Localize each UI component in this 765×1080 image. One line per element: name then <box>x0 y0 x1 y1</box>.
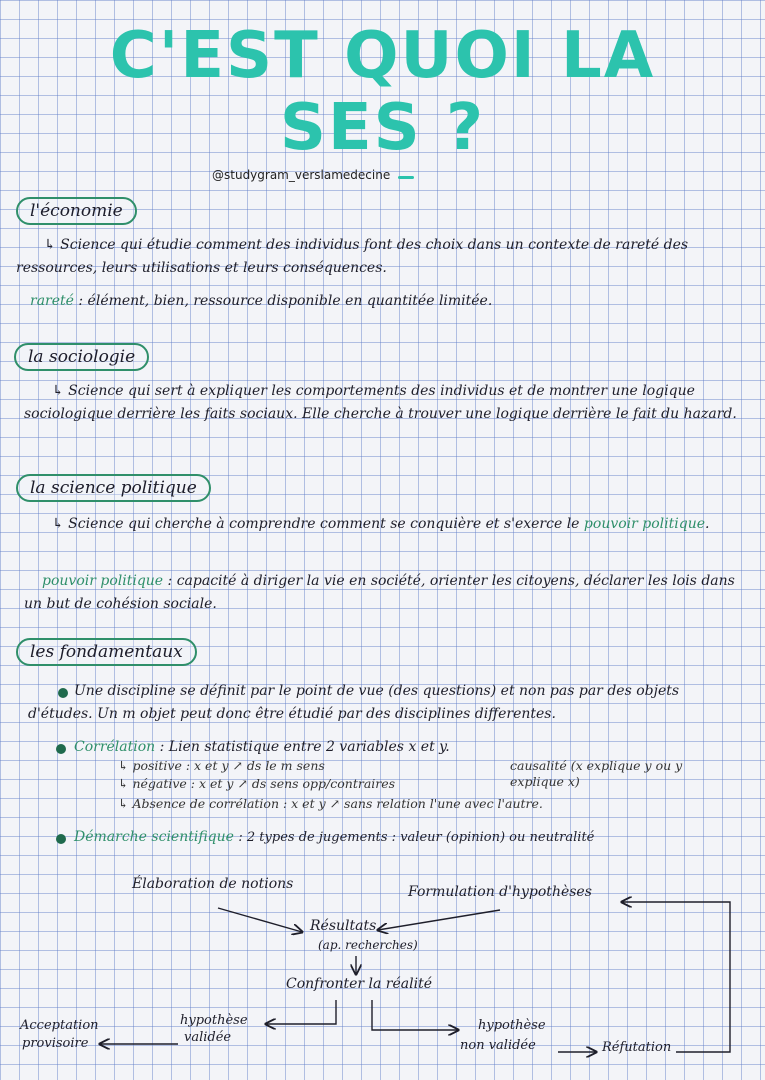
heading-economie: l'économie <box>16 197 137 225</box>
arrow-confronter-validee <box>266 1000 336 1024</box>
diagram-refutation: Réfutation <box>602 1040 672 1055</box>
term-rarete: rareté <box>30 293 74 309</box>
page-title-line1: C'EST QUOI LA <box>109 19 656 93</box>
diagram-elaboration: Élaboration de notions <box>132 876 294 892</box>
heading-fondamentaux: les fondamentaux <box>16 638 197 666</box>
sociologie-definition: ↳ Science qui sert à expliquer les comportements des individus et de montrer une logique sociologique derrière les faits sociaux. Elle cherche à trouver une logique derrière le fait du hazard. <box>24 383 737 422</box>
diagram-formulation: Formulation d'hypothèses <box>408 884 592 900</box>
fondamentaux-point1: Une discipline se définit par le point de vue (des questions) et non pas par des objets d'études. Un m objet peut donc être étudié par des disciplines differentes. <box>28 683 680 722</box>
diagram-resultats-sub: (ap. recherches) <box>318 938 418 952</box>
science-politique-definition: ↳ Science qui cherche à comprendre comment se conquière et s'exerce le pouvoir politique. <box>52 516 710 532</box>
diagram-acceptation-1: Acceptation <box>20 1018 99 1033</box>
arrow-confronter-non-validee <box>372 1000 458 1030</box>
arrow-formulation-resultats <box>378 910 500 930</box>
correlation-negative: ↳ négative : x et y ↗ ds sens opp/contraires <box>118 776 396 791</box>
author-handle: @studygram_verslamedecine <box>212 168 391 182</box>
page-title-line2: SES ? <box>279 91 486 165</box>
term-demarche-scientifique: Démarche scientifique <box>74 829 234 845</box>
diagram-acceptation-2: provisoire <box>22 1036 89 1051</box>
diagram-resultats: Résultats <box>310 918 377 934</box>
correlation-positive: ↳ positive : x et y ↗ ds le m sens <box>118 758 325 773</box>
economie-definition: ↳ Science qui étudie comment des individus font des choix dans un contexte de rareté des ressources, leurs utilisations et leurs conséquences. <box>16 237 689 276</box>
arrow-elaboration-resultats <box>218 908 302 932</box>
science-politique-definition-text: ↳ Science qui cherche à comprendre comment se conquière et s'exerce le <box>52 516 580 532</box>
science-politique-definition-term: pouvoir politique <box>583 516 705 532</box>
demarche-definition: : 2 types de jugements : valeur (opinion) ou neutralité <box>238 830 595 845</box>
correlation-definition: : Lien statistique entre 2 variables x et y. <box>159 739 450 755</box>
diagram-hyp-non-2: non validée <box>460 1038 536 1053</box>
correlation-absence: ↳ Absence de corrélation : x et y ↗ sans relation l'une avec l'autre. <box>118 796 543 811</box>
diagram-hyp-validee-1: hypothèse <box>180 1013 248 1028</box>
term-rarete-definition: : élément, bien, ressource disponible en quantitée limitée. <box>78 293 493 309</box>
heading-science-politique: la science politique <box>16 474 211 502</box>
heading-sociologie: la sociologie <box>14 343 149 371</box>
causalite-note: causalité (x explique y ou y explique x) <box>510 758 683 789</box>
diagram-confronter: Confronter la réalité <box>286 976 432 992</box>
diagram-hyp-validee-2: validée <box>184 1030 232 1045</box>
term-correlation: Corrélation <box>74 739 156 755</box>
arrow-refutation-formulation <box>622 902 730 1052</box>
diagram-hyp-non-1: hypothèse <box>478 1018 546 1033</box>
term-pouvoir-politique: pouvoir politique <box>42 573 164 589</box>
term-pouvoir-politique-definition: : capacité à diriger la vie en société, orienter les citoyens, déclarer les lois dans un but de cohésion sociale. <box>24 573 735 612</box>
